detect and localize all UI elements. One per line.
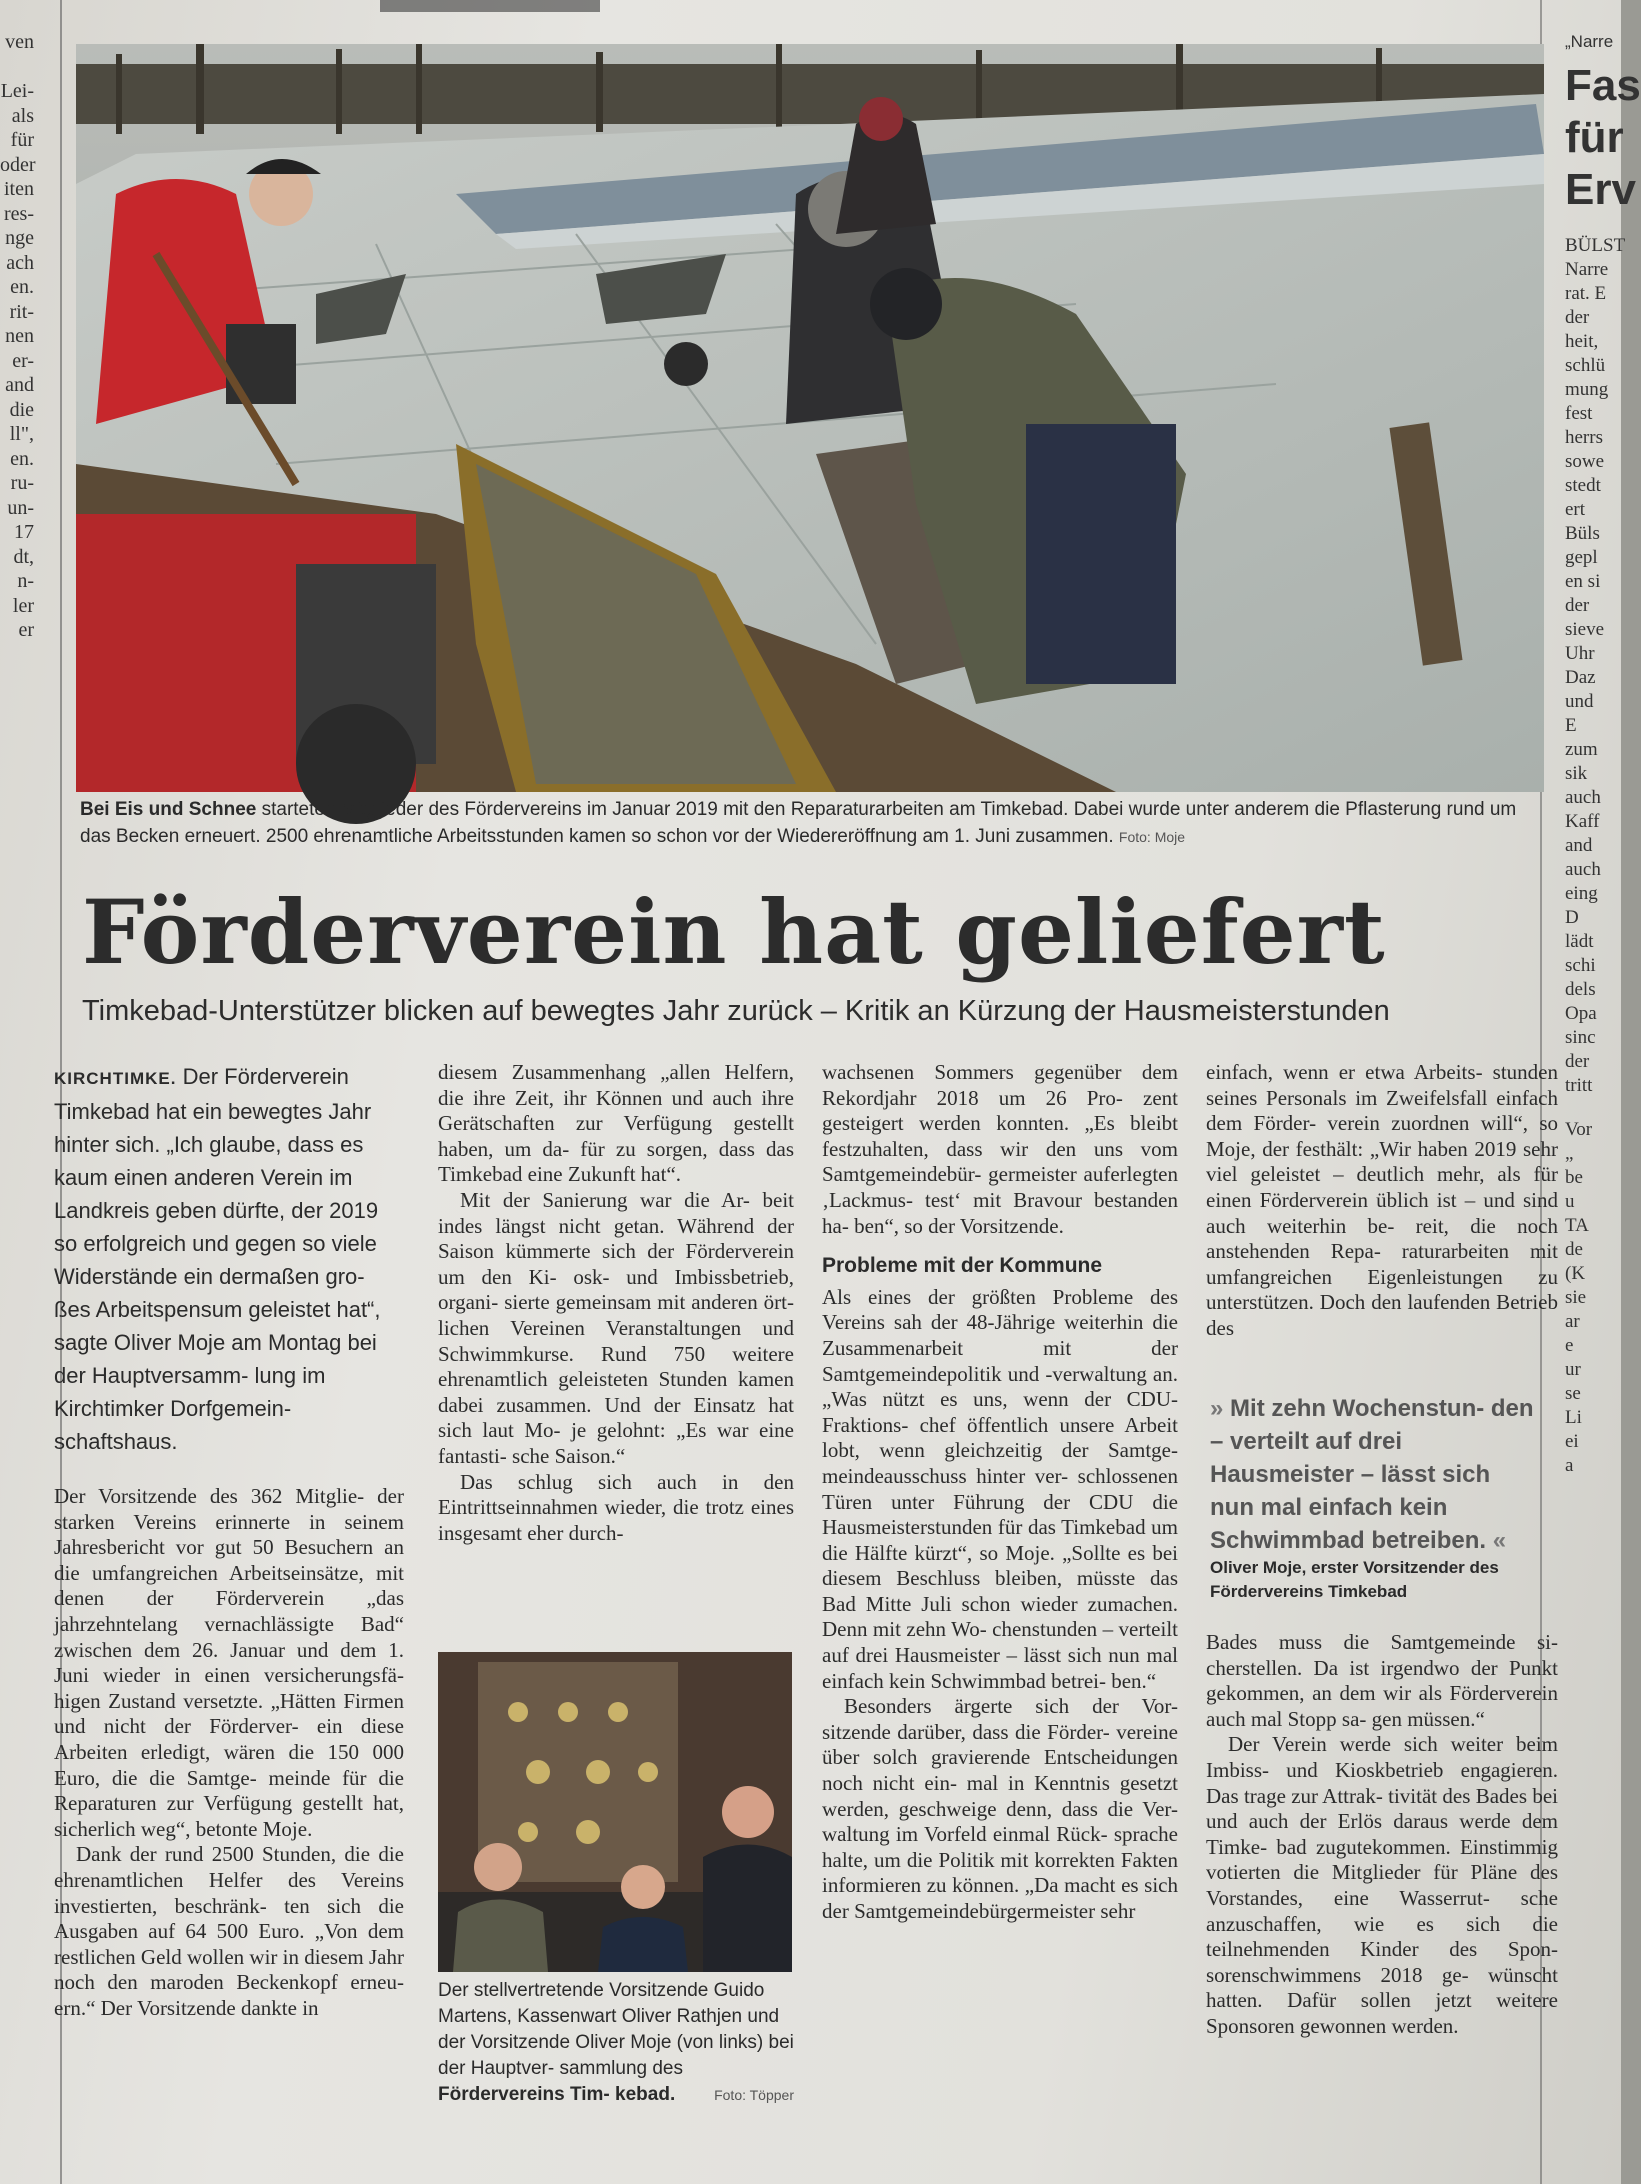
margin-text-fragment: ven [5, 31, 34, 53]
margin-text-fragment: and [1565, 835, 1593, 856]
margin-text-fragment: gepl [1565, 547, 1598, 568]
headline: Förderverein hat geliefert [82, 880, 1386, 984]
section-header-strip [380, 0, 600, 12]
margin-text-fragment: dels [1565, 979, 1596, 1000]
neighbor-headline-line: Fas [1565, 61, 1641, 110]
margin-text-fragment: (K [1565, 1263, 1586, 1284]
margin-text-fragment: der [1565, 595, 1590, 616]
margin-text-fragment: D [1565, 907, 1579, 928]
margin-text-fragment: and [5, 374, 34, 396]
margin-text-fragment: ach [6, 251, 34, 274]
paragraph: Mit der Sanierung war die Ar- beit indes längst nicht getan. Während der Saison kümmerte sich der Förderverein um den Ki- osk- und Imbissbetrieb, organi- sierte gemeinsam mit anderen ört- lichen Vereinen Veranstaltungen und Schwimmkurse. Rund 750 weitere ehrenamtlich geleisteten Stunden kamen dabei zusammen. Und der Einsatz hat sich laut Mo- je gelohnt: „Es war eine fantasti- sche Saison.“ [438, 1187, 794, 1468]
margin-text-fragment: Daz [1565, 667, 1596, 688]
paragraph: einfach, wenn er etwa Arbeits- stunden seines Personals im Zweifelsfall einfach dem Förder- verein zuordnen will“, so Moje, der festhält: „Wir haben 2019 sehr viel geleistet – deutlich mehr, als für einen Förderverein üblich ist – und sind auch weiterhin be- reit, die noch anstehenden Repa- raturarbeiten mit umfangreichen Eigenleistungen zu unterstützen. Doch den laufenden Betrieb des [1206, 1060, 1558, 1340]
board-members-photo [438, 1652, 792, 1972]
dateline: KIRCHTIMKE. [54, 1069, 177, 1088]
paragraph: diesem Zusammenhang „allen Helfern, die ihre Zeit, ihr Können und auch ihre Gerätschaften zur Verfügung gestellt haben, um da- für zu sorgen, dass das Timkebad eine Zukunft hat“. [438, 1060, 794, 1187]
margin-text-fragment: Lei- [0, 80, 34, 102]
article-column-1 [54, 1060, 404, 2021]
margin-text-fragment: herrs [1565, 427, 1603, 448]
margin-text-fragment: iten [4, 178, 34, 200]
paragraph: Als eines der größten Probleme des Vereins sah der 48-Jährige weiterhin die Zusammenarbeit mit der Samtgemeindepolitik und -verwaltung an. „Was nützt es uns, wenn der CDU-Fraktions- chef öffentlich unsere Arbeit lobt, wenn gleichzeitig der Samtge- meindeausschuss hinter ver- schlossenen Türen unter Führung der CDU die Hausmeisterstunden für das Timkebad um die Hälfte kürzt“, so Moje. „Sollte es bei diesem Beschluss bleiben, müsste das Bad Mitte Juli schon wieder zumachen. Denn mit zehn Wo- chenstunden – verteilt auf drei Hausmeister – lässt sich nun mal einfach kein Schwimmbad betrei- ben.“ [822, 1284, 1178, 1693]
neighbor-lower-body [1565, 1118, 1621, 1478]
margin-text-fragment: ei [1565, 1431, 1579, 1452]
quote-close-mark: « [1492, 1527, 1507, 1554]
margin-text-fragment: nen [5, 325, 34, 347]
margin-text-fragment: die [9, 398, 34, 421]
margin-text-fragment: rat. E [1565, 283, 1607, 304]
lead-text: Der Förderverein Timkebad hat ein bewegtes Jahr hinter sich. „Ich glaube, dass es kaum einen anderen Verein im Landkreis geben dürfte, der 2019 so erfolgreich und gegen so viele Widerstände ein dermaßen gro- ßes Arbeitspensum geleistet hat“, sagte Oliver Moje am Montag bei der Hauptversamm- lung im Kirchtimker Dorfgemein- schaftshaus. [54, 1064, 381, 1454]
margin-text-fragment: „ [1565, 1143, 1574, 1164]
margin-text-fragment: sowe [1565, 451, 1605, 472]
margin-text-fragment: Li [1565, 1407, 1582, 1428]
margin-text-fragment [0, 55, 34, 80]
margin-text-fragment: ur [1565, 1359, 1581, 1380]
caption-text: Der stellvertretende Vorsitzende Guido Martens, Kassenwart Oliver Rathjen und der Vorsitzende Oliver Moje (von links) bei der Hauptver- sammlung des [438, 1980, 794, 2079]
margin-text-fragment: u [1565, 1191, 1575, 1212]
margin-text-fragment: BÜLST [1565, 235, 1626, 256]
caption-bold: Fördervereins Tim- kebad. [438, 2084, 676, 2105]
section-subhead: Probleme mit der Kommune [822, 1254, 1103, 1278]
margin-text-fragment: se [1565, 1383, 1581, 1404]
margin-text-fragment: und [1565, 691, 1594, 712]
margin-text-fragment: für [10, 129, 34, 151]
margin-text-fragment: sinc [1565, 1027, 1596, 1048]
margin-text-fragment: E [1565, 715, 1577, 736]
margin-text-fragment: der [1565, 1051, 1590, 1072]
margin-text-fragment: schi [1565, 955, 1596, 976]
margin-text-fragment: ll", [9, 423, 34, 445]
margin-text-fragment: auch [1565, 787, 1601, 808]
margin-text-fragment: lädt [1565, 931, 1594, 952]
margin-text-fragment: Narre [1565, 259, 1609, 280]
margin-text-fragment: ert [1565, 499, 1586, 520]
margin-text-fragment: ar [1565, 1311, 1580, 1332]
article-column-4-continued [1206, 1630, 1558, 2040]
margin-text-fragment: Uhr [1565, 643, 1595, 664]
photo-image [76, 44, 1544, 792]
article-column-4 [1206, 1060, 1558, 1342]
paragraph: Besonders ärgerte sich der Vor- sitzende darüber, dass die Förder- vereine über solch gravierende Entscheidungen noch nicht ein- mal in Kenntnis gesetzt werden, geschweige denn, dass die Ver- waltung im Vorfeld einmal Rück- sprache halte, um die Politik mit korrekten Fakten informieren zu können. „Da macht es sich der Samtgemeindebürgermeister sehr [822, 1694, 1178, 1923]
margin-text-fragment: tritt [1565, 1075, 1593, 1096]
margin-text-fragment: ru- [10, 472, 34, 494]
neighbor-kicker: „Narre [1565, 32, 1614, 51]
margin-text-fragment: sie [1565, 1287, 1587, 1308]
margin-text-fragment: als [11, 104, 34, 127]
quote-text: Mit zehn Wochenstun- den – verteilt auf drei Hausmeister – lässt sich nun mal einfach kein Schwimmbad betreiben. [1210, 1395, 1534, 1554]
margin-text-fragment: dt, [13, 545, 34, 568]
margin-text-fragment: er- [12, 349, 34, 372]
paragraph: wachsenen Sommers gegenüber dem Rekordjahr 2018 um 26 Pro- zent gesteigert werden konnten. „Es bleibt festzuhalten, dass wir den uns vom Samtgemeindebür- germeister auferlegten ‚Lackmus- test‘ mit Bravour bestanden ha- ben“, so der Vorsitzende. [822, 1060, 1178, 1238]
margin-text-fragment: oder [0, 153, 36, 176]
margin-text-fragment: en. [10, 276, 34, 298]
margin-text-fragment: auch [1565, 859, 1601, 880]
margin-text-fragment: zum [1565, 739, 1598, 760]
photo-image [438, 1652, 792, 1972]
neighbor-body [1565, 234, 1626, 1098]
margin-text-fragment: Büls [1565, 523, 1600, 544]
margin-text-fragment: res- [4, 202, 34, 225]
photo-credit: Foto: Töpper [714, 2087, 794, 2103]
margin-text-fragment: rit- [9, 300, 34, 323]
margin-text-fragment: eing [1565, 883, 1598, 904]
photo-credit: Foto: Moje [1118, 829, 1186, 845]
margin-text-fragment: en. [10, 447, 34, 470]
margin-text-fragment: be [1565, 1167, 1583, 1188]
margin-text-fragment: un- [7, 496, 34, 519]
margin-text-fragment: nge [5, 227, 34, 249]
margin-text-fragment: Vor [1565, 1119, 1593, 1140]
margin-text-fragment: fest [1565, 403, 1593, 424]
neighbor-article-left-fragments [0, 30, 62, 730]
margin-text-fragment: 17 [14, 521, 34, 543]
board-photo-caption [438, 1978, 794, 2108]
neighbor-headline [1565, 60, 1641, 216]
margin-text-fragment: Opa [1565, 1003, 1597, 1024]
paragraph: Bades muss die Samtgemeinde si- cherstellen. Da ist irgendwo der Punkt gekommen, an dem wir als Förderverein auch mal Stopp sa- gen müssen.“ [1206, 1630, 1558, 1731]
paragraph: Dank der rund 2500 Stunden, die die ehrenamtlichen Helfer des Vereins investierten, beschränk- ten sich die Ausgaben auf 64 500 Euro. „Von dem restlichen Geld wollen wir in diesem Jahr noch den maroden Beckenkopf erneu- ern.“ Der Vorsitzende dankte in [54, 1842, 404, 2020]
caption-text: starteten Mitglieder des Fördervereins im Januar 2019 mit den Reparaturarbeiten am Timkebad. Dabei wurde unter anderem die Pflasterung rund um das Becken erneuert. 2500 ehrenamtliche Arbeitsstunden kamen so schon vor der Wiedereröffnung am 1. Juni zusammen. [80, 799, 1517, 847]
repair-work-photo [76, 44, 1544, 792]
neighbor-headline-line: Erv [1565, 165, 1636, 214]
margin-text-fragment: er [18, 619, 34, 641]
paragraph: Das schlug sich auch in den Eintrittseinnahmen wieder, die trotz eines insgesamt eher durch- [438, 1469, 794, 1545]
margin-text-fragment: sik [1565, 763, 1588, 784]
margin-text-fragment: sieve [1565, 619, 1605, 640]
paragraph: Der Vorsitzende des 362 Mitglie- der starken Vereins erinnerte in seinem Jahresbericht vor gut 50 Besuchern an die umfangreichen Arbeitseinsätze, mit denen der Förderverein „das jahrzehntelang vernachlässigte Bad“ zwischen dem 26. Januar und dem 1. Juni wieder in einen versicherungsfä- higen Zustand versetzte. „Hätten Firmen und nicht der Förderver- ein diese Arbeiten erledigt, wären die 150 000 Euro, die die Samtge- meinde für die Reparaturen zur Verfügung gestellt hat, sicherlich weg“, betonte Moje. [54, 1484, 404, 1841]
neighbor-article-right-fragments [1565, 30, 1641, 1478]
article-column-2 [438, 1060, 794, 1546]
margin-text-fragment: e [1565, 1335, 1574, 1356]
margin-text-fragment: en si [1565, 571, 1601, 592]
subheadline: Timkebad-Unterstützer blicken auf bewegtes Jahr zurück – Kritik an Kürzung der Hausmeisterstunden [82, 995, 1390, 1027]
margin-text-fragment: a [1565, 1455, 1574, 1476]
pull-quote [1210, 1392, 1540, 1557]
quote-open-mark: » [1210, 1395, 1224, 1422]
lead-paragraph [54, 1060, 404, 1458]
margin-text-fragment: mung [1565, 379, 1609, 400]
margin-text-fragment: n- [17, 570, 34, 592]
margin-text-fragment: stedt [1565, 475, 1601, 496]
margin-text-fragment: de [1565, 1239, 1583, 1260]
margin-text-fragment: schlü [1565, 355, 1606, 376]
margin-text-fragment: der [1565, 307, 1590, 328]
article-column-3 [822, 1060, 1178, 1925]
top-photo-caption [80, 796, 1540, 851]
quote-source: Oliver Moje, erster Vorsitzender des Fördervereins Timkebad [1210, 1558, 1499, 1601]
paragraph: Der Verein werde sich weiter beim Imbiss- und Kioskbetrieb engagieren. Das trage zur Attrak- tivität des Bades bei und auch der Erlös daraus werde dem Timke- bad zugutekommen. Einstimmig votierten die Mitglieder für Pläne des Vorstandes, eine Wasserrut- sche anzuschaffen, wie es sich die teilnehmenden Kinder des Spon- sorenschwimmens 2018 ge- wünscht hatten. Dafür sollen jetzt weitere Sponsoren gewonnen werden. [1206, 1732, 1558, 2038]
margin-text-fragment: heit, [1565, 331, 1599, 352]
margin-text-fragment: TA [1565, 1215, 1589, 1236]
margin-text-fragment: ler [12, 594, 34, 617]
margin-text-fragment: Kaff [1565, 811, 1600, 832]
caption-lead: Bei Eis und Schnee [80, 799, 257, 820]
neighbor-headline-line: für [1565, 113, 1624, 162]
